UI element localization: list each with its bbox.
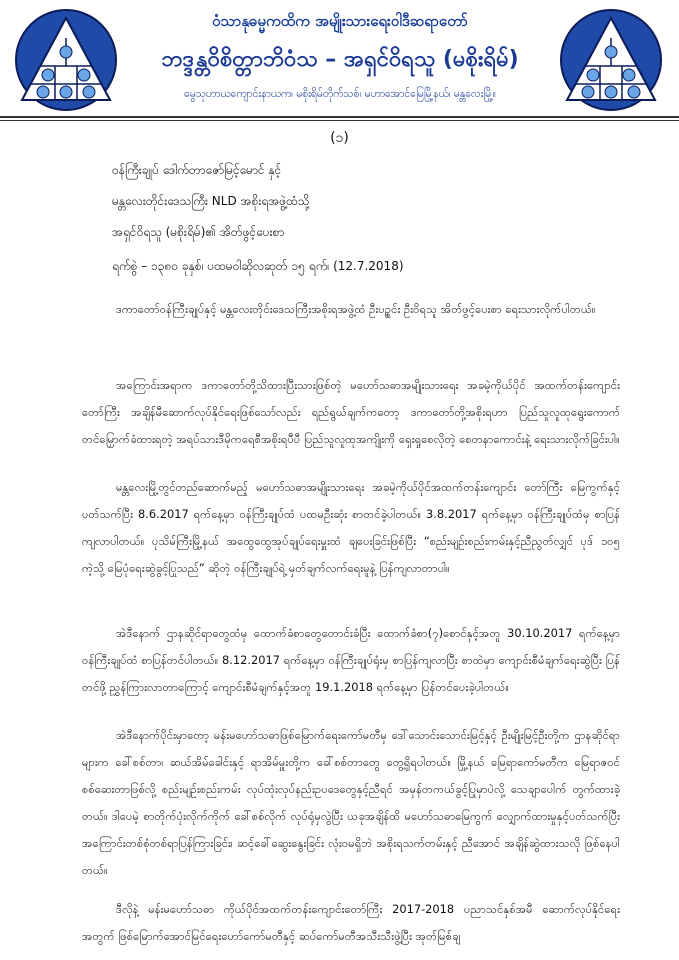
header-title: ဘဒ္ဒန္တဝိစိတ္တာဘိဝံသ – အရှင်ဝိရသူ (မစိုးရိမ်) xyxy=(161,47,519,72)
body-paragraph: ဒီလိုနဲ့ မန်းမဟော်သဓာ ကိုယ်ပိုင်အထက်တန်းကျောင်းတော်ကြီး 2017-2018 ပညာသင်နှစ်အမီ ဆောက်လုပ်နိုင်ရေးအတွက် ဖြစ်မြောက်အောင်မြင်ရေးဟော်ကော်မတီနှင့် ဆပ်ကော်မတီအသီးသီးဖွဲ့ပြီး အုတ်မြစ်ချ xyxy=(82,902,620,943)
page-number: (၁) xyxy=(330,130,349,146)
monastery-logo-icon xyxy=(10,8,122,113)
letter-subject: အရှင်ဝိရသူ (မစိုးရိမ်)၏ အိတ်ဖွင့်ပေးစာ xyxy=(112,225,285,239)
body-paragraph: ဒကာတော်ဝန်ကြီးချုပ်နှင့် မန္တလေးတိုင်းဒေသကြီးအစိုးရအဖွဲ့ထံ ဦးပဥ္စင်း ဦးဝိရသူ အိတ်ဖွင့်ပေးစာ ရေးသားလိုက်ပါတယ်။ xyxy=(116,302,596,316)
body-paragraph: မန္တလေးမြို့တွင်တည်ဆောက်မည့် မဟော်သဓာအမျိုးသားရေး အခမဲ့ကိုယ်ပိုင်အထက်တန်းကျောင်း တော်ကြီး မြေကွက်နှင့်ပတ်သက်ပြီး 8.6.2017 ရက်နေ့မှာ ဝန်ကြီးချုပ်ထံ ပထမဦးဆုံး စာတင်ခဲ့ပါတယ်။ 3.8.2017 ရက်နေ့မှာ ဝန်ကြီးချုပ်ထံမှ စာပြန်ကျလာပါတယ်။ ပုသိမ်ကြီးမြို့နယ် အထွေထွေအုပ်ချုပ်ရေးမှူးထံ ချပေးခြင်းဖြစ်ပြီး “စည်းမျဉ်းစည်းကမ်းနှင့်ညီညွတ်လျှင် ပုဒ် ၁၀၅ ကဲ့သို့ မြေပုံရေးဆွဲခွင့်ပြုသည်” ဆိုတဲ့ ဝန်ကြီးချုပ်ရဲ့ မှတ်ချက်လက်ရေးမူနဲ့ ပြန်ကျလာတာပါ။ xyxy=(82,480,620,575)
header-subtitle: ဝံသာနုဓမ္မကထိက အမျိုးသားရေးဝါဒီဆရာတော် xyxy=(212,12,468,30)
header-divider xyxy=(0,116,679,118)
recipient-line-2: မန္တလေးတိုင်းဒေသကြီး NLD အစိုးရအဖွဲ့ထံသို့ xyxy=(112,194,310,208)
body-paragraph: အဲဒီနောက်ပိုင်းမှာတော့ မန်းမဟော်သဓာဖြစ်မြောက်ရေးကော်မတီမှ ဒေါ်သောင်းသောင်းမြင့်နှင့် ဦးမျိုးမြင့်ဦးတို့က ဌာနဆိုင်ရာများက ခေါ်စစ်တာ၊ ဆယ်အိမ်ခေါင်းနှင့် ရာအိမ်မှူးတို့က ခေါ်စစ်တာတွေ တွေ့ရှိရပါတယ်။ မြို့နယ် မြေရာကော်မတီက မြေရာဇဝင်စစ်ဆေးတာဖြစ်လို့ စည်းမျဉ်းစည်းကမ်း လုပ်ထုံးလုပ်နည်းဥပဒေတွေနှင့်ညီရင် အမှန်တကယ်ခွင့်ပြုမှာပဲလို့ သေချာပေါက် တွက်ထားခဲ့တယ်။ ဒါပေမဲ့ စာတိုက်ပုံးလိုက်ကိုက် ခေါ်စစ်လိုက် လုပ်ရုံမှလွဲပြီး ယခုအချိန်ထိ မဟော်သဓာမြေကွက် လျှောက်ထားမှုနှင့်ပတ်သက်ပြီး အကြောင်းတစ်စုံတစ်ရာပြန်ကြားခြင်း၊ ဆင့်ခေါ်ဆွေးနွေးခြင်း လုံးဝမရှိဘဲ အစိုးရသက်တမ်းနှင့် ညီအောင် အချိန်ဆွဲထားသလို ဖြစ်နေပါတယ်။ xyxy=(82,728,620,877)
recipient-line-1: ဝန်ကြီးချုပ် ဒေါက်တာဇော်မြင့်မောင် နှင့် xyxy=(112,163,282,177)
monastery-logo-icon xyxy=(555,8,667,113)
body-paragraph: အဲဒီနောက် ဌာနဆိုင်ရာတွေထံမှ ထောက်ခံစာတွေတောင်းခံပြီး ထောက်ခံစာ(၇)စောင်နှင့်အတူ 30.10.2017 ရက်နေ့မှာ ဝန်ကြီးချုပ်ထံ စာပြန်တင်ပါတယ်။ 8.12.2017 ရက်နေ့မှာ ဝန်ကြီးချုပ်ရုံးမှ စာပြန်ကျလာပြီး စာထဲမှာ ကျောင်းစီမံချက်ရေးဆွဲပြီး ပြန်တင်ဖို့ ညွှန်ကြားလာတာကြောင့် ကျောင်းစီမံချက်နှင့်အတူ 19.1.2018 ရက်နေ့မှာ ပြန်တင်ပေးခဲ့ပါတယ်။ xyxy=(82,626,620,694)
body-paragraph: အကြောင်းအရာက ဒကာတော်တို့သိထားပြီးသားဖြစ်တဲ့ မဟော်သဓာအမျိုးသားရေး အခမဲ့ကိုယ်ပိုင် အထက်တန်းကျောင်းတော်ကြီး အချိန်မီဆောက်လုပ်နိုင်ရေးဖြစ်သော်လည်း ရည်ရွယ်ချက်ကတော့ ဒကာတော်တို့အစိုးရဟာ ပြည်သူလူထုရွေးကောက်တင်မြှောက်ခံထားရတဲ့ အရပ်သားဒီမိုကရေစီအစိုးရပီပီ ပြည်သူလူထုအကျိုးကို ရှေးရှုစေလိုတဲ့ စေတနာကောင်းနဲ့ ရေးသားလိုက်ခြင်းပါ။ xyxy=(82,378,620,446)
header-divider-thin xyxy=(0,120,679,121)
header-address: မွေသုဟာယကျောင်းနာယက၊ မစိုးရိမ်တိုက်သစ်၊ မဟာအောင်မြေမြို့နယ်၊ မန္တလေးမြို့။ xyxy=(184,88,496,100)
letter-date: ရက်စွဲ – ၁၃၈၀ ခုနှစ်၊ ပထမဝါဆိုလဆုတ် ၁၅ ရက်၊ (12.7.2018) xyxy=(112,259,404,273)
